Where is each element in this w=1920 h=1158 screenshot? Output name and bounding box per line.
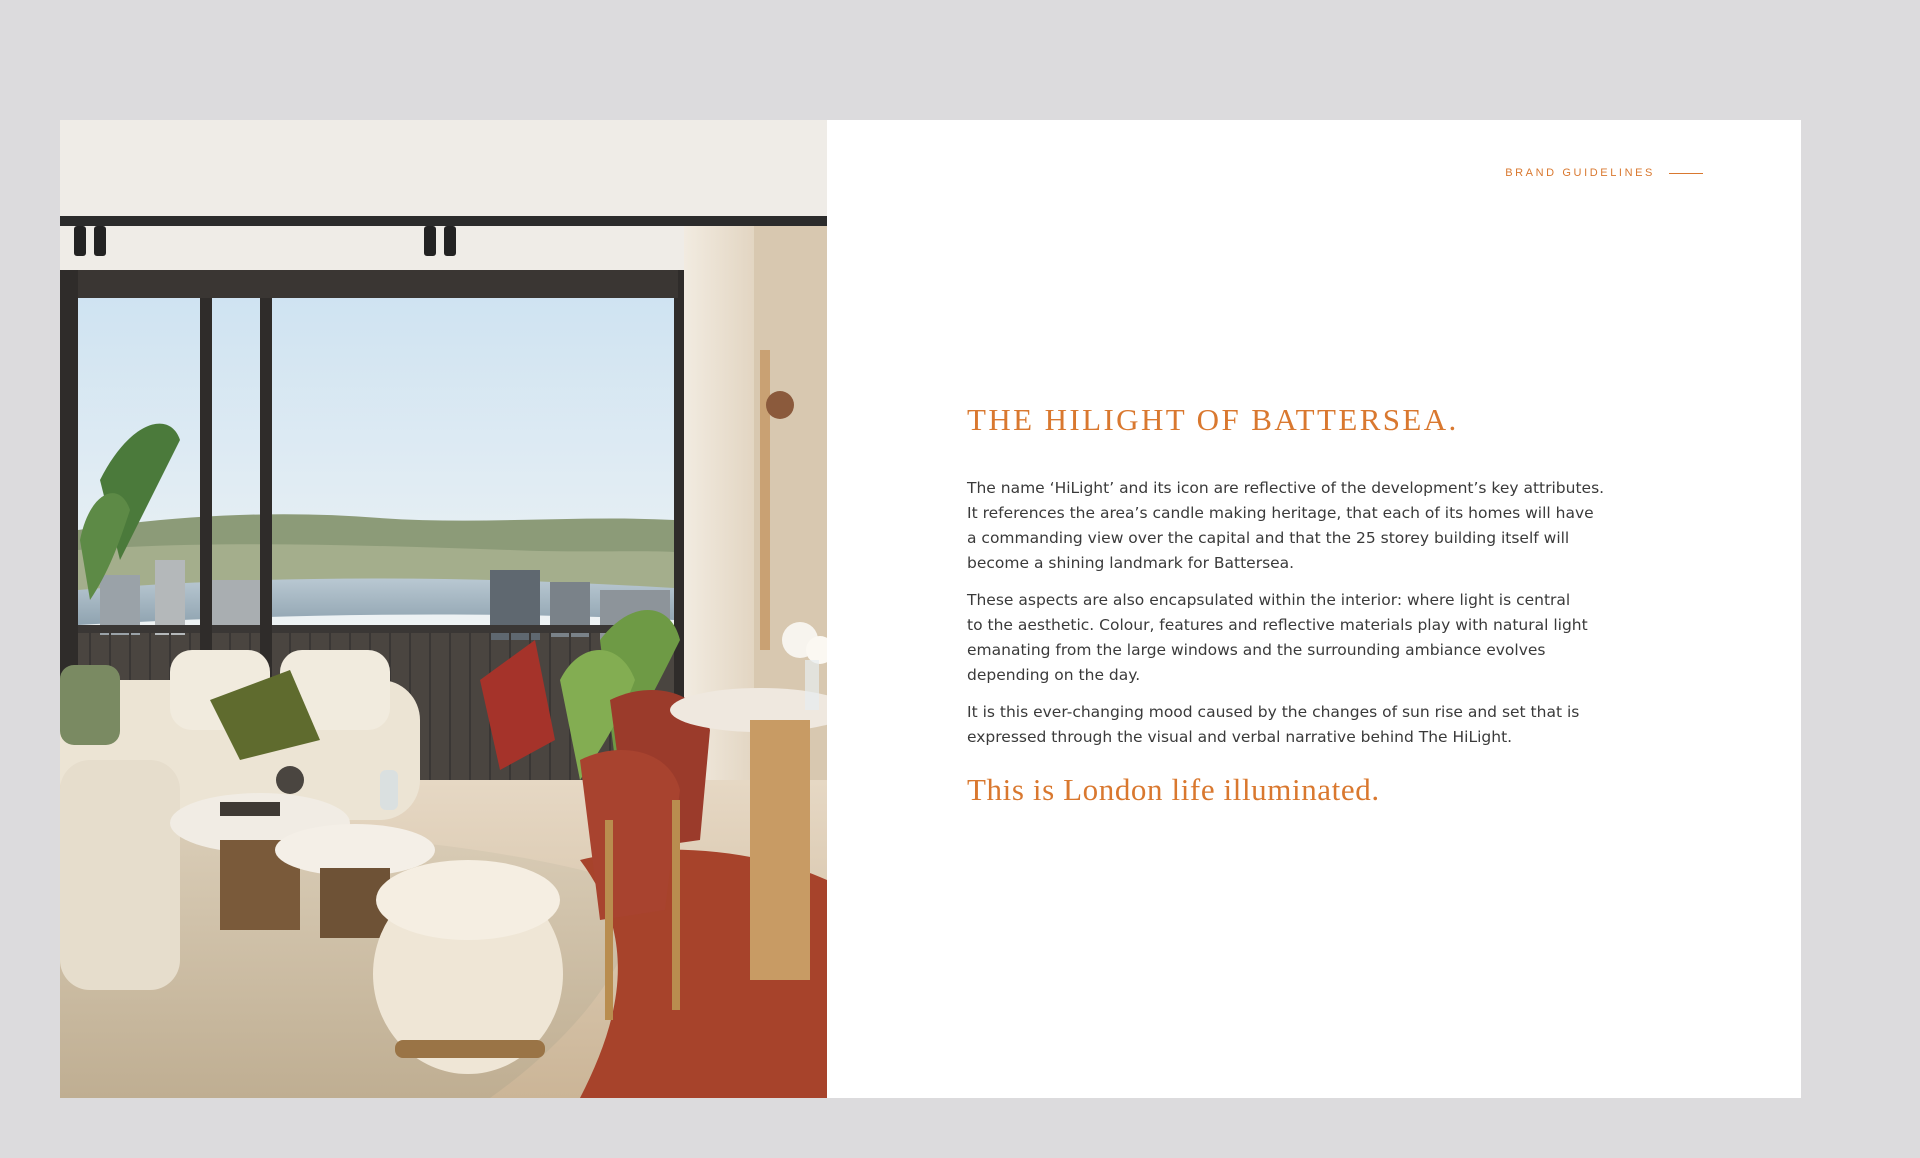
paragraph-line: These aspects are also encapsulated within the interior: where light is central: [967, 591, 1571, 609]
interior-photo: [60, 120, 827, 1098]
paragraph-1: [967, 476, 1667, 576]
paragraph-line: become a shining landmark for Battersea.: [967, 554, 1295, 572]
header-rule: [1669, 173, 1703, 174]
brand-guidelines-header: [1505, 167, 1703, 179]
paragraph-line: The name ‘HiLight’ and its icon are reflective of the development’s key attributes.: [967, 479, 1605, 497]
paragraph-line: to the aesthetic. Colour, features and reflective materials play with natural light: [967, 616, 1588, 634]
page-title: THE HILIGHT OF BATTERSEA.: [967, 402, 1459, 437]
paragraph-line: expressed through the visual and verbal narrative behind The HiLight.: [967, 728, 1513, 746]
header-label-text: BRAND GUIDELINES: [1505, 167, 1655, 179]
paragraph-line: It is this ever-changing mood caused by the changes of sun rise and set that is: [967, 703, 1580, 721]
paragraph-line: emanating from the large windows and the surrounding ambiance evolves: [967, 641, 1546, 659]
paragraph-line: It references the area’s candle making heritage, that each of its homes will have: [967, 504, 1594, 522]
brochure-spread: [60, 120, 1801, 1098]
page-content: [967, 402, 1667, 808]
paragraph-line: a commanding view over the capital and that the 25 storey building itself will: [967, 529, 1570, 547]
tagline: This is London life illuminated.: [967, 772, 1380, 807]
paragraph-line: depending on the day.: [967, 666, 1141, 684]
paragraph-2: [967, 588, 1667, 688]
paragraph-3: [967, 700, 1667, 750]
